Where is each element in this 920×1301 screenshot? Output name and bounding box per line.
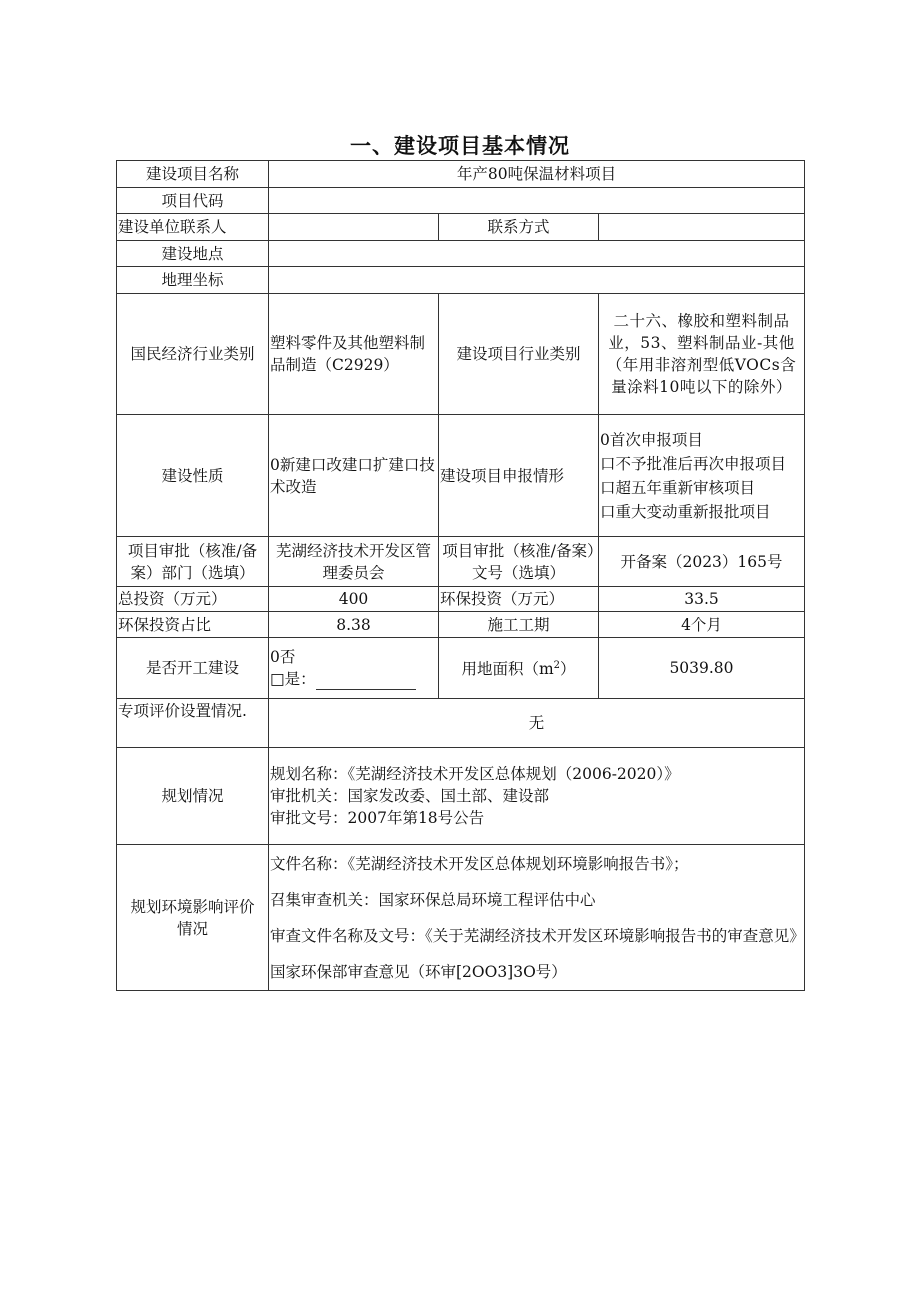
- table-row: [117, 415, 805, 537]
- land-area-label-text: 用地面积（m: [461, 660, 554, 679]
- project-code-value: [269, 188, 805, 214]
- land-area-value: 5039.80: [599, 638, 805, 699]
- location-value: [269, 241, 805, 267]
- env-investment-value: 33.5: [599, 587, 805, 612]
- started-label: 是否开工建设: [117, 638, 269, 699]
- land-area-label: [439, 638, 599, 699]
- started-yes-label: □是：: [270, 670, 316, 688]
- land-area-label-sup: 2: [553, 660, 561, 672]
- declaration-option: 0首次申报项目: [600, 430, 703, 449]
- project-info-table: [116, 160, 805, 991]
- table-row: [117, 537, 805, 587]
- table-row: [117, 214, 805, 241]
- declaration-options: [599, 415, 805, 537]
- approval-dept-label: 项目审批（核准/备案）部门（选填）: [117, 537, 269, 587]
- industry-value: 塑料零件及其他塑料制品制造（C2929）: [269, 294, 439, 415]
- construction-period-label: 施工工期: [439, 612, 599, 638]
- started-option-no: 0否: [270, 648, 296, 666]
- contact-method-label: 联系方式: [439, 214, 599, 241]
- contact-method-value: [599, 214, 805, 241]
- table-row: [117, 267, 805, 294]
- table-row: [117, 638, 805, 699]
- project-name-label: 建设项目名称: [117, 161, 269, 188]
- approval-dept-value: 芜湖经济技术开发区管理委员会: [269, 537, 439, 587]
- coordinates-label: 地理坐标: [117, 267, 269, 294]
- table-row: [117, 188, 805, 214]
- eia-authority: 召集审查机关：国家环保总局环境工程评估中心: [270, 890, 596, 909]
- table-row: [117, 845, 805, 991]
- table-row: [117, 241, 805, 267]
- env-ratio-label: 环保投资占比: [117, 612, 269, 638]
- page-title: 一、建设项目基本情况: [350, 134, 570, 158]
- started-options: [269, 638, 439, 699]
- planning-doc-no: 审批文号：2007年第18号公告: [270, 809, 485, 827]
- project-code-label: 项目代码: [117, 188, 269, 214]
- industry-label: 国民经济行业类别: [117, 294, 269, 415]
- table-row: [117, 161, 805, 188]
- planning-authority: 审批机关：国家发改委、国土部、建设部: [270, 787, 550, 805]
- planning-name: 规划名称：《芜湖经济技术开发区总体规划（2006-2020）》: [270, 765, 680, 783]
- industry-category-label: 建设项目行业类别: [439, 294, 599, 415]
- location-label: 建设地点: [117, 241, 269, 267]
- table-row: [117, 699, 805, 748]
- planning-eia-label: 规划环境影响评价情况: [117, 845, 269, 991]
- eia-doc-name: 文件名称：《芜湖经济技术开发区总体规划环境影响报告书》；: [270, 854, 689, 873]
- declaration-label: 建设项目申报情形: [439, 415, 599, 537]
- total-investment-label: 总投资（万元）: [117, 587, 269, 612]
- table-row: [117, 748, 805, 845]
- coordinates-value: [269, 267, 805, 294]
- table-row: [117, 587, 805, 612]
- planning-label: 规划情况: [117, 748, 269, 845]
- table-row: [117, 294, 805, 415]
- env-ratio-value: 8.38: [269, 612, 439, 638]
- table-row: [117, 612, 805, 638]
- started-yes-blank: [316, 673, 416, 690]
- planning-details: [269, 748, 805, 845]
- nature-label: 建设性质: [117, 415, 269, 537]
- eia-review-doc: 审查文件名称及文号：《关于芜湖经济技术开发区环境影响报告书的审查意见》国家环保部审查意见（环审[2OO3]3O号）: [270, 926, 798, 981]
- env-investment-label: 环保投资（万元）: [439, 587, 599, 612]
- construction-period-value: 4个月: [599, 612, 805, 638]
- declaration-option: 口不予批准后再次申报项目: [600, 454, 787, 473]
- land-area-label-end: ）: [560, 660, 576, 679]
- started-option-yes: [270, 668, 437, 690]
- project-name-value: 年产80吨保温材料项目: [269, 161, 805, 188]
- planning-eia-details: [269, 845, 805, 991]
- contact-label: 建设单位联系人: [117, 214, 269, 241]
- nature-value: 0新建口改建口扩建口技术改造: [269, 415, 439, 537]
- approval-no-value: 开备案（2023）165号: [599, 537, 805, 587]
- approval-no-label: 项目审批（核准/备案）文号（选填）: [439, 537, 599, 587]
- special-eval-value: 无: [269, 699, 805, 748]
- declaration-option: 口超五年重新审核项目: [600, 478, 756, 497]
- contact-value: [269, 214, 439, 241]
- declaration-option: 口重大变动重新报批项目: [600, 502, 771, 521]
- industry-category-value: 二十六、橡胶和塑料制品业，53、塑料制品业-其他（年用非溶剂型低VOCs含量涂料10吨以下的除外）: [599, 294, 805, 415]
- special-eval-label: 专项评价设置情况.: [117, 699, 269, 748]
- total-investment-value: 400: [269, 587, 439, 612]
